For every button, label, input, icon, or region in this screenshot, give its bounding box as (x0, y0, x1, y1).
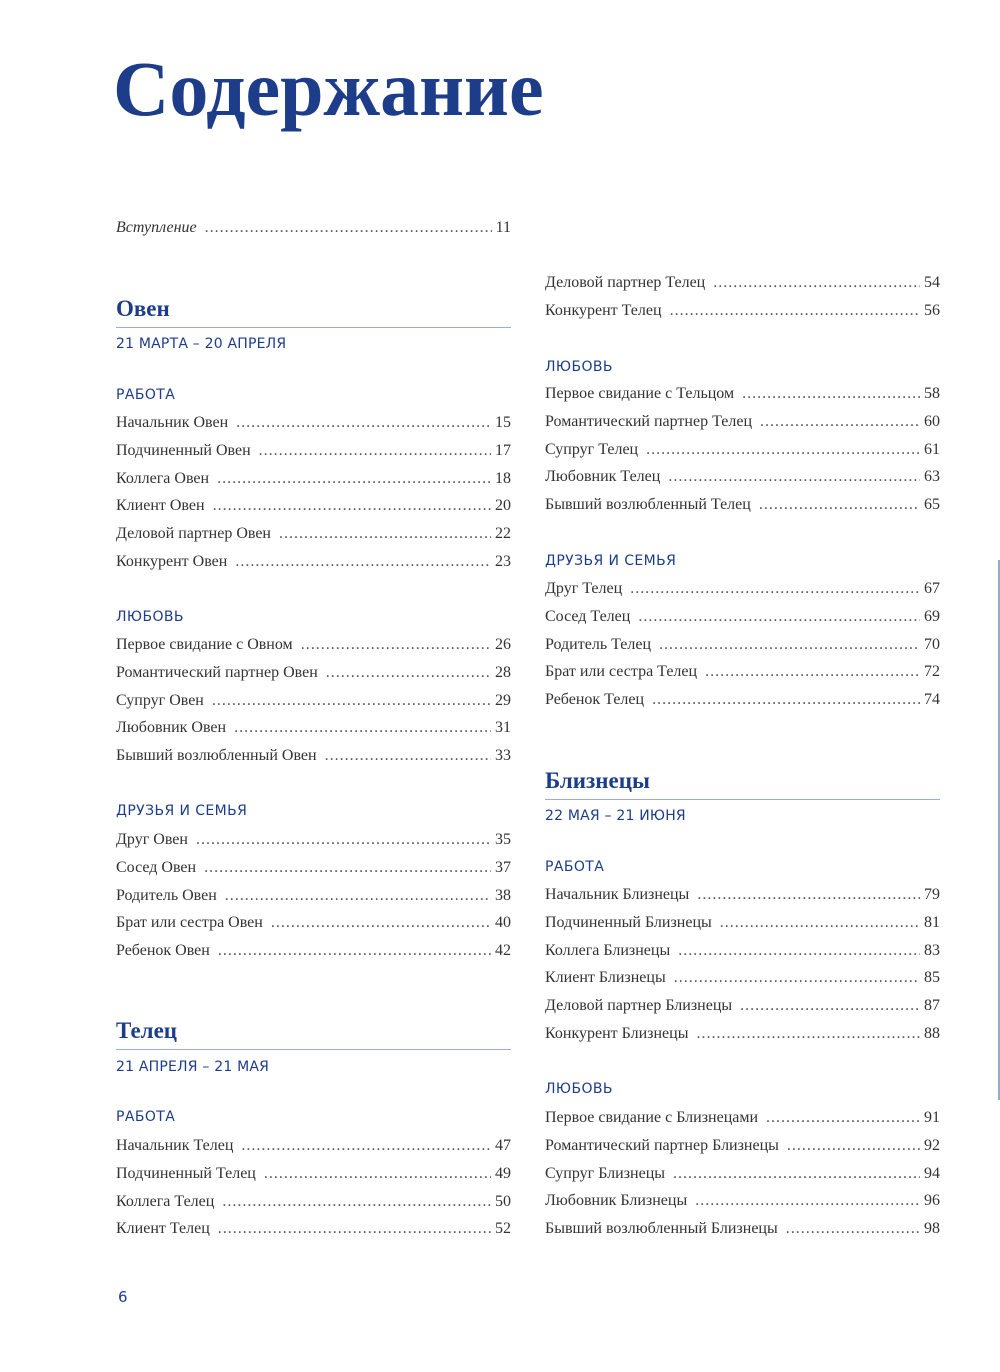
toc-leader-dots (652, 689, 920, 711)
toc-leader-dots (713, 272, 920, 294)
toc-entry-label: Конкурент Близнецы (545, 1024, 689, 1042)
toc-leader-dots (659, 634, 920, 656)
sign-title-telec: Телец (116, 1018, 178, 1043)
toc-entry-label: Сосед Телец (545, 607, 631, 625)
toc-entry-page: 42 (495, 942, 511, 960)
toc-entry[interactable] (545, 466, 940, 488)
toc-leader-dots (222, 1191, 491, 1213)
toc-entry-intro[interactable] (116, 217, 511, 239)
toc-entry-label: Родитель Телец (545, 635, 652, 653)
toc-leader-dots (271, 912, 491, 934)
toc-entry[interactable] (116, 1191, 511, 1213)
toc-entry-page: 87 (924, 997, 940, 1015)
toc-entry-label: Конкурент Телец (545, 301, 662, 319)
toc-list-bliznecy-love (545, 1107, 940, 1240)
toc-entry-page: 23 (495, 552, 511, 570)
toc-entry-label: Романтический партнер Телец (545, 412, 752, 430)
toc-list-oven-family (116, 829, 511, 962)
toc-entry[interactable] (116, 1218, 511, 1240)
toc-entry-label: Начальник Овен (116, 414, 229, 431)
toc-entry-label: Деловой партнер Овен (116, 525, 271, 543)
toc-entry-label: Сосед Овен (116, 858, 197, 876)
toc-entry-label: Подчиненный Овен (116, 441, 251, 459)
toc-entry[interactable] (545, 1023, 940, 1045)
toc-entry-page: 81 (924, 913, 940, 931)
toc-entry[interactable] (116, 1163, 511, 1185)
toc-entry[interactable] (116, 690, 511, 712)
toc-entry-page: 31 (495, 719, 511, 737)
toc-entry-page: 37 (495, 858, 511, 876)
section-heading-work: РАБОТА (116, 387, 176, 403)
toc-leader-dots (787, 1135, 920, 1157)
toc-entry-page: 69 (924, 607, 940, 625)
toc-entry[interactable] (116, 551, 511, 573)
toc-entry[interactable] (545, 439, 940, 461)
page-title: Содержание (113, 45, 544, 132)
toc-leader-dots (786, 1218, 920, 1240)
toc-leader-dots (678, 940, 920, 962)
toc-entry-label: Родитель Овен (116, 886, 217, 904)
toc-entry[interactable] (545, 967, 940, 989)
section-heading-work: РАБОТА (116, 1109, 176, 1125)
toc-entry[interactable] (116, 885, 511, 907)
toc-entry-label: Любовник Близнецы (545, 1192, 688, 1210)
toc-entry[interactable] (116, 634, 511, 656)
toc-entry[interactable] (116, 940, 511, 962)
toc-entry-label: Любовник Овен (116, 719, 227, 737)
toc-list-telec-work-right (545, 272, 940, 322)
toc-entry[interactable] (116, 412, 511, 434)
toc-leader-dots (212, 690, 491, 712)
toc-entry-page: 79 (924, 886, 940, 903)
toc-entry[interactable] (116, 440, 511, 462)
toc-entry-page: 74 (924, 691, 940, 709)
toc-entry-page: 17 (495, 441, 511, 459)
sign-dates-bliznecy: 22 МАЯ – 21 ИЮНЯ (545, 808, 686, 824)
toc-entry-page: 92 (924, 1136, 940, 1154)
toc-leader-dots (673, 1163, 920, 1185)
toc-entry[interactable] (545, 634, 940, 656)
toc-entry[interactable] (545, 494, 940, 516)
section-heading-family: ДРУЗЬЯ И СЕМЬЯ (545, 553, 677, 569)
toc-entry[interactable] (545, 1190, 940, 1212)
toc-leader-dots (705, 661, 920, 683)
sign-title-oven: Овен (116, 296, 170, 321)
toc-entry[interactable] (116, 829, 511, 851)
toc-entry-label: Супруг Овен (116, 691, 204, 709)
toc-entry[interactable] (116, 468, 511, 490)
toc-entry-label: Первое свидание с Овном (116, 636, 293, 653)
section-heading-love: ЛЮБОВЬ (116, 609, 184, 625)
toc-entry-page: 94 (924, 1164, 940, 1182)
toc-leader-dots (759, 494, 920, 516)
toc-leader-dots (325, 745, 491, 767)
toc-leader-dots (740, 995, 920, 1017)
toc-entry-page: 67 (924, 580, 940, 597)
toc-entry-page: 47 (495, 1137, 511, 1154)
toc-entry-page: 70 (924, 635, 940, 653)
toc-entry-page: 96 (924, 1192, 940, 1210)
toc-list-oven-work (116, 412, 511, 573)
toc-leader-dots (326, 662, 491, 684)
toc-leader-dots (720, 912, 920, 934)
toc-leader-dots (196, 829, 491, 851)
toc-list-bliznecy-work (545, 884, 940, 1045)
toc-entry-label: Деловой партнер Близнецы (545, 997, 733, 1015)
toc-entry-label: Вступление (116, 219, 197, 236)
toc-entry-label: Ребенок Телец (545, 691, 645, 709)
toc-entry-label: Клиент Близнецы (545, 969, 666, 987)
toc-entry-page: 28 (495, 663, 511, 681)
toc-entry-page: 83 (924, 941, 940, 959)
toc-leader-dots (301, 634, 491, 656)
toc-entry-page: 56 (924, 301, 940, 319)
toc-entry[interactable] (545, 578, 940, 600)
toc-entry-label: Клиент Овен (116, 497, 205, 515)
toc-entry-page: 65 (924, 496, 940, 514)
toc-entry-page: 60 (924, 412, 940, 430)
toc-entry-page: 20 (495, 497, 511, 515)
toc-entry[interactable] (545, 1107, 940, 1129)
toc-entry-page: 35 (495, 831, 511, 848)
toc-entry-page: 15 (495, 414, 511, 431)
toc-entry[interactable] (545, 995, 940, 1017)
sign-dates-oven: 21 МАРТА – 20 АПРЕЛЯ (116, 336, 287, 352)
toc-entry[interactable] (116, 857, 511, 879)
toc-entry-page: 33 (495, 747, 511, 765)
toc-entry-page: 88 (924, 1024, 940, 1042)
toc-entry-label: Подчиненный Близнецы (545, 913, 712, 931)
toc-leader-dots (236, 412, 491, 434)
sign-divider (116, 1049, 511, 1050)
toc-entry-label: Первое свидание с Тельцом (545, 385, 735, 402)
toc-list-telec-love (545, 383, 940, 516)
toc-entry-label: Коллега Овен (116, 469, 210, 487)
toc-entry[interactable] (116, 912, 511, 934)
toc-list-telec-family (545, 578, 940, 711)
toc-entry-page: 40 (495, 914, 511, 932)
toc-entry-label: Друг Телец (545, 580, 623, 597)
toc-entry-label: Клиент Телец (116, 1220, 210, 1238)
section-heading-love: ЛЮБОВЬ (545, 1081, 613, 1097)
toc-entry-page: 61 (924, 440, 940, 458)
toc-entry[interactable] (545, 1135, 940, 1157)
toc-entry-label: Ребенок Овен (116, 942, 210, 960)
toc-entry[interactable] (545, 411, 940, 433)
toc-entry-label: Брат или сестра Овен (116, 914, 263, 932)
toc-entry-label: Бывший возлюбленный Близнецы (545, 1220, 778, 1238)
toc-entry-page: 18 (495, 469, 511, 487)
toc-leader-dots (646, 439, 920, 461)
toc-entry[interactable] (116, 1135, 511, 1157)
toc-leader-dots (696, 1023, 920, 1045)
toc-leader-dots (213, 495, 491, 517)
toc-entry-label: Конкурент Овен (116, 552, 228, 570)
toc-entry[interactable] (545, 1218, 940, 1240)
toc-entry-page: 52 (495, 1220, 511, 1238)
toc-leader-dots (217, 468, 491, 490)
toc-entry-label: Супруг Близнецы (545, 1164, 666, 1182)
page-number: 6 (118, 1288, 128, 1306)
toc-leader-dots (630, 578, 920, 600)
toc-leader-dots (695, 1190, 920, 1212)
toc-leader-dots (668, 466, 920, 488)
toc-leader-dots (225, 885, 491, 907)
section-heading-love: ЛЮБОВЬ (545, 359, 613, 375)
toc-leader-dots (234, 717, 491, 739)
toc-entry[interactable] (545, 689, 940, 711)
toc-entry[interactable] (116, 745, 511, 767)
toc-entry[interactable] (116, 523, 511, 545)
toc-entry-label: Деловой партнер Телец (545, 274, 706, 291)
sign-divider (116, 327, 511, 328)
toc-entry-page: 26 (495, 636, 511, 653)
toc-leader-dots (235, 551, 491, 573)
toc-entry-label: Романтический партнер Близнецы (545, 1136, 779, 1154)
toc-entry[interactable] (545, 272, 940, 294)
toc-leader-dots (742, 383, 920, 405)
toc-entry-label: Романтический партнер Овен (116, 663, 318, 681)
toc-entry-page: 49 (495, 1164, 511, 1182)
toc-entry-page: 54 (924, 274, 940, 291)
toc-leader-dots (264, 1163, 491, 1185)
toc-leader-dots (638, 606, 920, 628)
toc-entry-page: 50 (495, 1192, 511, 1210)
toc-leader-dots (218, 1218, 491, 1240)
sign-divider (545, 799, 940, 800)
toc-leader-dots (205, 217, 492, 239)
toc-entry-label: Брат или сестра Телец (545, 663, 698, 681)
toc-entry[interactable] (116, 495, 511, 517)
toc-leader-dots (760, 411, 920, 433)
toc-leader-dots (766, 1107, 920, 1129)
toc-entry-label: Любовник Телец (545, 468, 661, 486)
toc-entry-page: 63 (924, 468, 940, 486)
toc-leader-dots (670, 300, 920, 322)
toc-entry-page: 22 (495, 525, 511, 543)
toc-leader-dots (241, 1135, 491, 1157)
sign-title-bliznecy: Близнецы (545, 768, 650, 793)
toc-list-telec-work-left (116, 1135, 511, 1240)
toc-entry[interactable] (545, 606, 940, 628)
toc-entry[interactable] (116, 662, 511, 684)
toc-entry[interactable] (545, 1163, 940, 1185)
toc-entry-label: Начальник Близнецы (545, 886, 690, 903)
toc-leader-dots (674, 967, 920, 989)
toc-leader-dots (218, 940, 491, 962)
toc-entry-label: Супруг Телец (545, 440, 639, 458)
toc-entry[interactable] (545, 940, 940, 962)
toc-entry-label: Коллега Близнецы (545, 941, 671, 959)
toc-entry[interactable] (545, 884, 940, 906)
toc-leader-dots (259, 440, 491, 462)
toc-entry[interactable] (545, 300, 940, 322)
section-heading-family: ДРУЗЬЯ И СЕМЬЯ (116, 803, 248, 819)
toc-entry-label: Подчиненный Телец (116, 1164, 256, 1182)
toc-entry-label: Коллега Телец (116, 1192, 215, 1210)
toc-entry-label: Первое свидание с Близнецами (545, 1109, 759, 1126)
toc-entry-page: 98 (924, 1220, 940, 1238)
toc-entry-page: 91 (924, 1109, 940, 1126)
sign-dates-telec: 21 АПРЕЛЯ – 21 МАЯ (116, 1059, 270, 1075)
toc-entry-label: Друг Овен (116, 831, 188, 848)
toc-entry-page: 58 (924, 385, 940, 402)
toc-entry[interactable] (545, 912, 940, 934)
toc-leader-dots (204, 857, 491, 879)
toc-entry-page: 38 (495, 886, 511, 904)
toc-entry-page: 85 (924, 969, 940, 987)
toc-entry-label: Бывший возлюбленный Телец (545, 496, 751, 514)
toc-entry-page: 29 (495, 691, 511, 709)
toc-leader-dots (279, 523, 491, 545)
toc-entry-page: 11 (495, 219, 511, 236)
toc-entry-page: 72 (924, 663, 940, 681)
toc-entry[interactable] (545, 661, 940, 683)
toc-entry[interactable] (116, 717, 511, 739)
toc-entry-label: Начальник Телец (116, 1137, 234, 1154)
toc-entry-label: Бывший возлюбленный Овен (116, 747, 317, 765)
toc-entry[interactable] (545, 383, 940, 405)
toc-leader-dots (697, 884, 920, 906)
toc-list-oven-love (116, 634, 511, 767)
section-heading-work: РАБОТА (545, 859, 605, 875)
